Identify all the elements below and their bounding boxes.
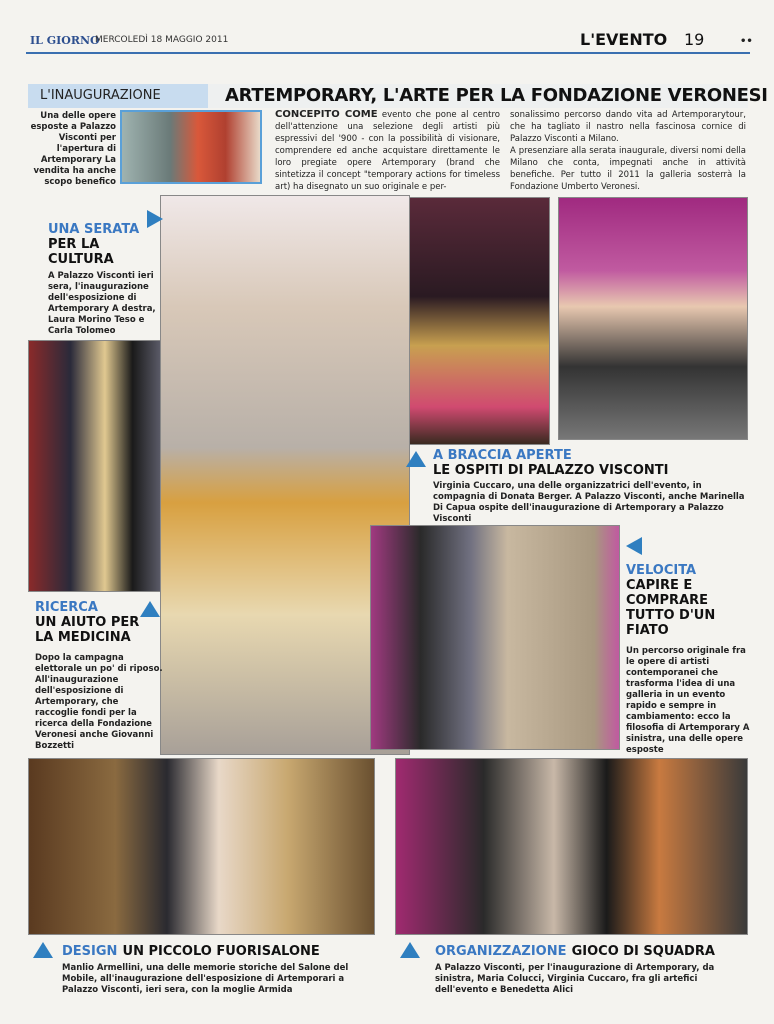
lead-kicker: L'INAUGURAZIONE <box>40 88 161 103</box>
box-title: UN AIUTO PER LA MEDICINA <box>35 615 140 645</box>
photo-top-right <box>558 197 748 440</box>
lead-text-1: evento che pone al centro dell'attenzione una selezione degli artisti più espressivi del '900 - con la possibilità di visionare, comprendere ed anche acquistare direttamente le loro pregiate opere Artemporary (brand che sintetizza il concept "temporary actions for timeless art) ha disegnato un suo originale e per- <box>275 110 501 192</box>
lead-photo <box>120 110 262 184</box>
lead-column-2 <box>510 109 746 193</box>
box-title: CAPIRE E COMPRARE TUTTO D'UN FIATO <box>626 578 716 638</box>
box-text: Virginia Cuccaro, una delle organizzatrici dell'evento, in compagnia di Donata Berger. A Palazzo Visconti, anche Marinella Di Capua ospite dell'inaugurazione di Artemporary a Palazzo Visconti <box>433 481 745 524</box>
box-title: UN PICCOLO FUORISALONE <box>122 944 320 959</box>
section-title: L'EVENTO <box>580 30 668 49</box>
box-text: Un percorso originale fra le opere di artisti contemporanei che trasforma l'idea di una galleria in un evento rapido e sempre in cambiamento: ecco la filosofia di Artemporary A sinistra, una delle opere esposte <box>626 646 750 755</box>
photo-left-middle <box>28 340 168 592</box>
lead-in: CONCEPITO COME <box>275 109 378 120</box>
page-marks: •• <box>740 36 753 47</box>
box-organizzazione <box>435 940 750 996</box>
box-ricerca <box>35 600 163 752</box>
box-velocita <box>626 563 750 756</box>
box-kicker: DESIGN <box>62 944 118 959</box>
box-kicker: VELOCITA <box>626 563 697 578</box>
lead-headline: ARTEMPORARY, L'ARTE PER LA FONDAZIONE VERONESI <box>225 85 768 106</box>
box-title: LE OSPITI DI PALAZZO VISCONTI <box>433 463 669 478</box>
photo-bottom-right <box>395 758 748 935</box>
lead-text-2b: A presenziare alla serata inaugurale, diversi nomi della Milano che conta, impegnati anche in attività benefiche. Per tutto il 2011 la galleria sosterrà la Fondazione Umberto Veronesi. <box>510 146 746 192</box>
box-text: A Palazzo Visconti ieri sera, l'inaugurazione dell'esposizione di Artemporary A destra, Laura Morino Teso e Carla Tolomeo <box>48 271 156 336</box>
box-kicker: RICERCA <box>35 600 98 615</box>
page-number: 19 <box>684 30 705 49</box>
box-serata <box>48 222 160 337</box>
triangle-up-icon <box>33 942 53 958</box>
box-text: Manlio Armellini, una delle memorie storiche del Salone del Mobile, all'inaugurazione dell'esposizione di Artemporari a Palazzo Visconti, ieri sera, con la moglie Armida <box>62 963 349 995</box>
box-kicker: ORGANIZZAZIONE <box>435 944 567 959</box>
box-title: GIOCO DI SQUADRA <box>571 944 715 959</box>
box-text: Dopo la campagna elettorale un po' di riposo. All'inaugurazione dell'esposizione di Artemporary, che raccoglie fondi per la ricerca della Fondazione Veronesi anche Giovanni Bozzetti <box>35 653 163 751</box>
lead-photo-caption: Una delle opere esposte a Palazzo Visconti per l'apertura di Artemporary La vendita ha anche scopo benefico <box>30 111 116 187</box>
triangle-left-icon <box>626 537 642 555</box>
triangle-up-icon <box>406 451 426 467</box>
triangle-up-icon <box>400 942 420 958</box>
lead-column-1 <box>275 109 500 193</box>
box-design <box>62 940 372 996</box>
box-kicker: UNA SERATA <box>48 222 140 237</box>
photo-bottom-left <box>28 758 375 935</box>
header-rule <box>26 52 750 54</box>
box-kicker: A BRACCIA APERTE <box>433 448 572 463</box>
newspaper-name: IL GIORNO <box>30 34 100 47</box>
lead-text-2a: sonalissimo percorso dando vita ad Artemporarytour, che ha tagliato il nastro nella fascinosa cornice di Palazzo Visconti a Milano. <box>510 110 746 144</box>
issue-date: MERCOLEDÌ 18 MAGGIO 2011 <box>95 35 229 45</box>
photo-painting <box>370 525 620 750</box>
box-text: A Palazzo Visconti, per l'inaugurazione di Artemporary, da sinistra, Maria Colucci, Virginia Cuccaro, fra gli artefici dell'evento e Benedetta Alici <box>435 963 715 995</box>
box-braccia <box>433 448 748 525</box>
box-title: PER LA CULTURA <box>48 237 114 267</box>
